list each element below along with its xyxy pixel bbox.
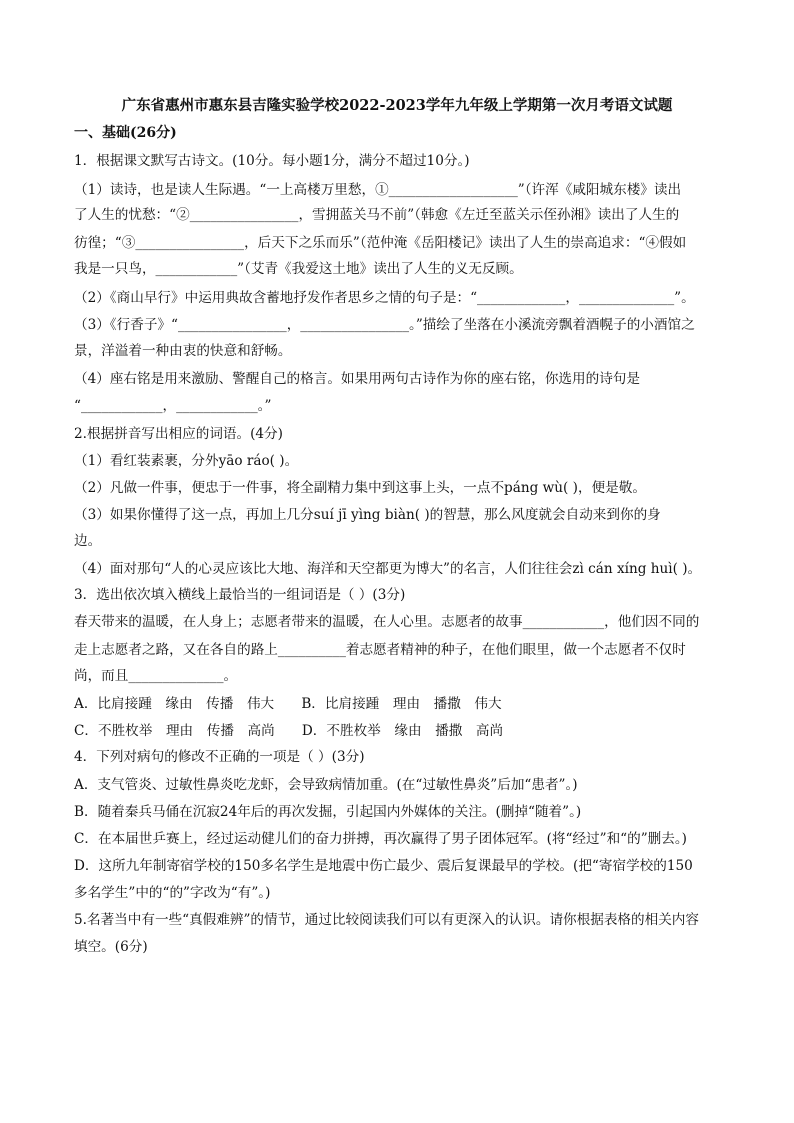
exam-title: 广东省惠州市惠东县吉隆实验学校2022-2023学年九年级上学期第一次月考语文试题 [121, 97, 673, 114]
option-line: B．随着秦兵马俑在沉寂24年后的再次发掘，引起国内外媒体的关注。(删掉“随着”。) [74, 804, 582, 820]
text-line: （3）如果你懂得了这一点，再加上几分suí jī yìng biàn( )的智慧，那么风度就会自动来到你的身 [74, 507, 661, 523]
text-line: （1）看红装素裹，分外yāo ráo( )。 [74, 453, 299, 469]
text-line: 我是一只鸟，____________”（艾青《我爱这土地》读出了人生的义无反顾。 [74, 261, 523, 277]
text-line: “____________，____________。” [74, 398, 272, 414]
text-line: 春天带来的温暖，在人身上；志愿者带来的温暖，在人心里。志愿者的故事____________，他们因不同的 [74, 614, 700, 630]
option-line: A．比肩接踵 缘由 传播 伟大 B．比肩接踵 理由 播撒 伟大 [74, 696, 502, 712]
text-line: （2）凡做一件事，便忠于一件事，将全副精力集中到这事上头，一点不páng wù( )，便是敬。 [74, 480, 646, 496]
text-line: 彷徨；“③________________，后天下之乐而乐”（范仲淹《岳阳楼记》读出了人生的崇高追求：“④假如 [74, 235, 687, 251]
question-3: 3．选出依次填入横线上最恰当的一组词语是（ ）(3分) [74, 587, 406, 603]
text-line: 边。 [74, 533, 102, 549]
text-line: 填空。(6分) [74, 939, 148, 955]
question-2: 2.根据拼音写出相应的词语。(4分) [74, 426, 283, 442]
text-line: 走上志愿者之路，又在各自的路上__________着志愿者精神的种子，在他们眼里，做一个志愿者不仅时 [74, 642, 686, 658]
text-line: 了人生的忧愁：“②________________，雪拥蓝关马不前”（韩愈《左迁至蓝关示侄孙湘》读出了人生的 [74, 207, 680, 223]
text-line: （3）《行香子》“________________，________________。”描绘了坐落在小溪流旁飘着酒幌子的小酒馆之 [74, 317, 695, 333]
text-line: （4）座右铭是用来激励、警醒自己的格言。如果用两句古诗作为你的座右铭，你选用的诗句是 [74, 371, 640, 387]
text-line: （1）读诗，也是读人生际遇。“一上高楼万里愁，①___________________”（许浑《咸阳城东楼》读出 [74, 182, 682, 198]
question-4: 4．下列对病句的修改不正确的一项是（ ）(3分) [74, 749, 365, 765]
text-line: 尚，而且______________。 [74, 668, 238, 684]
option-line: C．不胜枚举 理由 传播 高尚 D．不胜枚举 缘由 播撒 高尚 [74, 723, 504, 739]
text-line: （4）面对那句“人的心灵应该比大地、海洋和天空都更为博大”的名言，人们往往会zì cán xíng huì( )。 [74, 561, 702, 577]
text-line: （2）《商山早行》中运用典故含蓄地抒发作者思乡之情的句子是：“_____________，______________”。 [74, 290, 695, 306]
section-heading: 一、基础(26分) [74, 125, 177, 141]
option-line: D．这所九年制寄宿学校的150多名学生是地震中伤亡最少、震后复课最早的学校。(把“寄宿学校的150 [74, 858, 693, 874]
question-1: 1．根据课文默写古诗文。(10分。每小题1分，满分不超过10分。) [74, 153, 470, 169]
text-line: 景，洋溢着一种由衷的快意和舒畅。 [74, 343, 292, 359]
question-5: 5.名著当中有一些“真假难辨”的情节，通过比较阅读我们可以有更深入的认识。请你根据表格的相关内容 [74, 912, 699, 928]
option-line: A．支气管炎、过敏性鼻炎吃龙虾，会导致病情加重。(在“过敏性鼻炎”后加“患者”。) [74, 777, 578, 793]
text-line: 多名学生”中的“的”字改为“有”。) [74, 885, 271, 901]
option-line: C．在本届世乒赛上，经过运动健儿们的奋力拼搏，再次赢得了男子团体冠军。(将“经过”和“的”删去。) [74, 831, 687, 847]
